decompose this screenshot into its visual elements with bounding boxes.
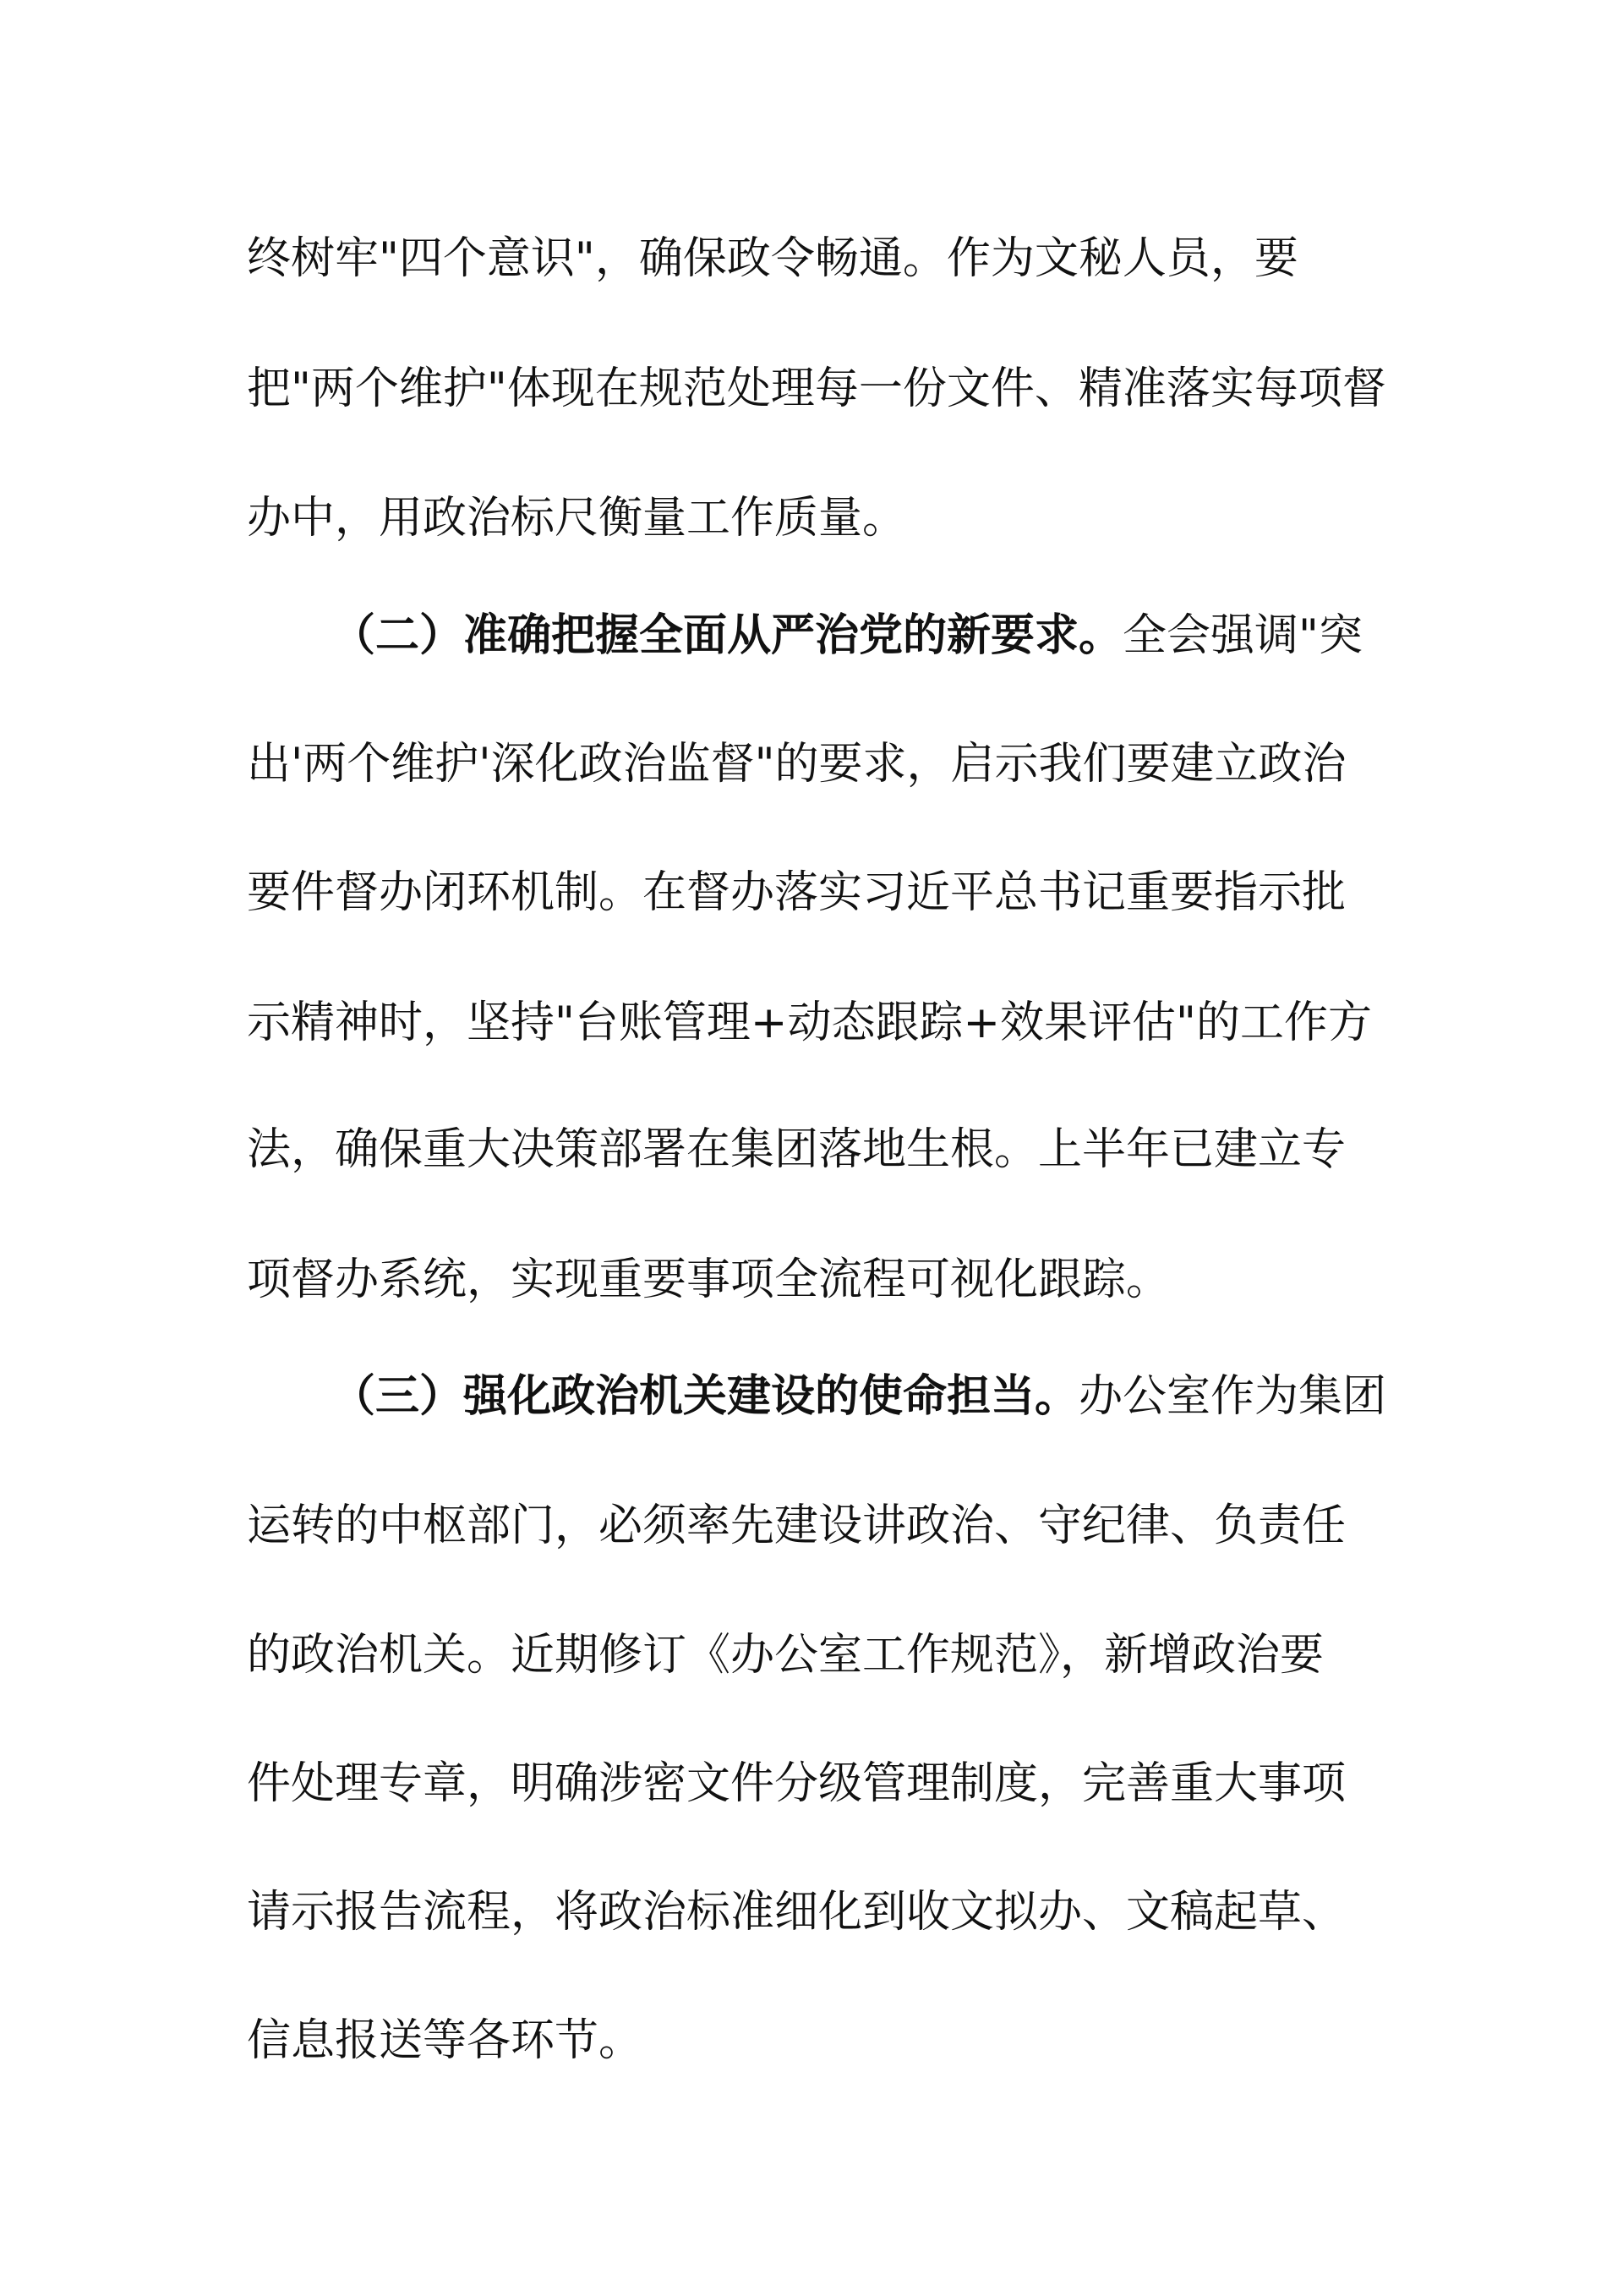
- text-line: 法，确保重大决策部署在集团落地生根。上半年已建立专: [247, 1124, 1347, 1175]
- text-line: 办中，用政治标尺衡量工作质量。: [247, 493, 907, 544]
- text-line: 把"两个维护"体现在规范处理每一份文件、精准落实每项督: [247, 364, 1386, 414]
- text-line: 请示报告流程，将政治标准细化到收文拟办、文稿起草、: [247, 1887, 1347, 1938]
- text-line: 项督办系统，实现重要事项全流程可视化跟踪。: [247, 1255, 1171, 1305]
- text-line: 件处理专章，明确涉密文件分级管理制度，完善重大事项: [247, 1758, 1347, 1809]
- text-span: 全会强调"突: [1123, 610, 1363, 661]
- text-line: 示精神时，坚持"台账管理+动态跟踪+效果评估"的工作方: [247, 998, 1372, 1048]
- text-line: 运转的中枢部门，必须率先建设讲政治、守纪律、负责任: [247, 1501, 1347, 1551]
- text-line: 终树牢"四个意识"，确保政令畅通。作为文秘人员，要: [247, 233, 1298, 284]
- text-line: 出'两个维护'深化政治监督"的要求，启示我们要建立政治: [247, 739, 1347, 790]
- paragraph-3-first-line: [331, 1363, 1515, 1430]
- section-heading-3: （三）强化政治机关建设的使命担当。: [331, 1371, 1079, 1422]
- paragraph-2-first-line: [331, 602, 1515, 670]
- section-heading-2: （二）准确把握全面从严治党的新要求。: [331, 610, 1123, 661]
- text-line: 信息报送等各环节。: [247, 2015, 643, 2066]
- text-line: 要件督办闭环机制。在督办落实习近平总书记重要指示批: [247, 867, 1347, 918]
- text-span: 办公室作为集团: [1079, 1371, 1387, 1422]
- text-line: 的政治机关。近期修订《办公室工作规范》，新增政治要: [247, 1630, 1325, 1681]
